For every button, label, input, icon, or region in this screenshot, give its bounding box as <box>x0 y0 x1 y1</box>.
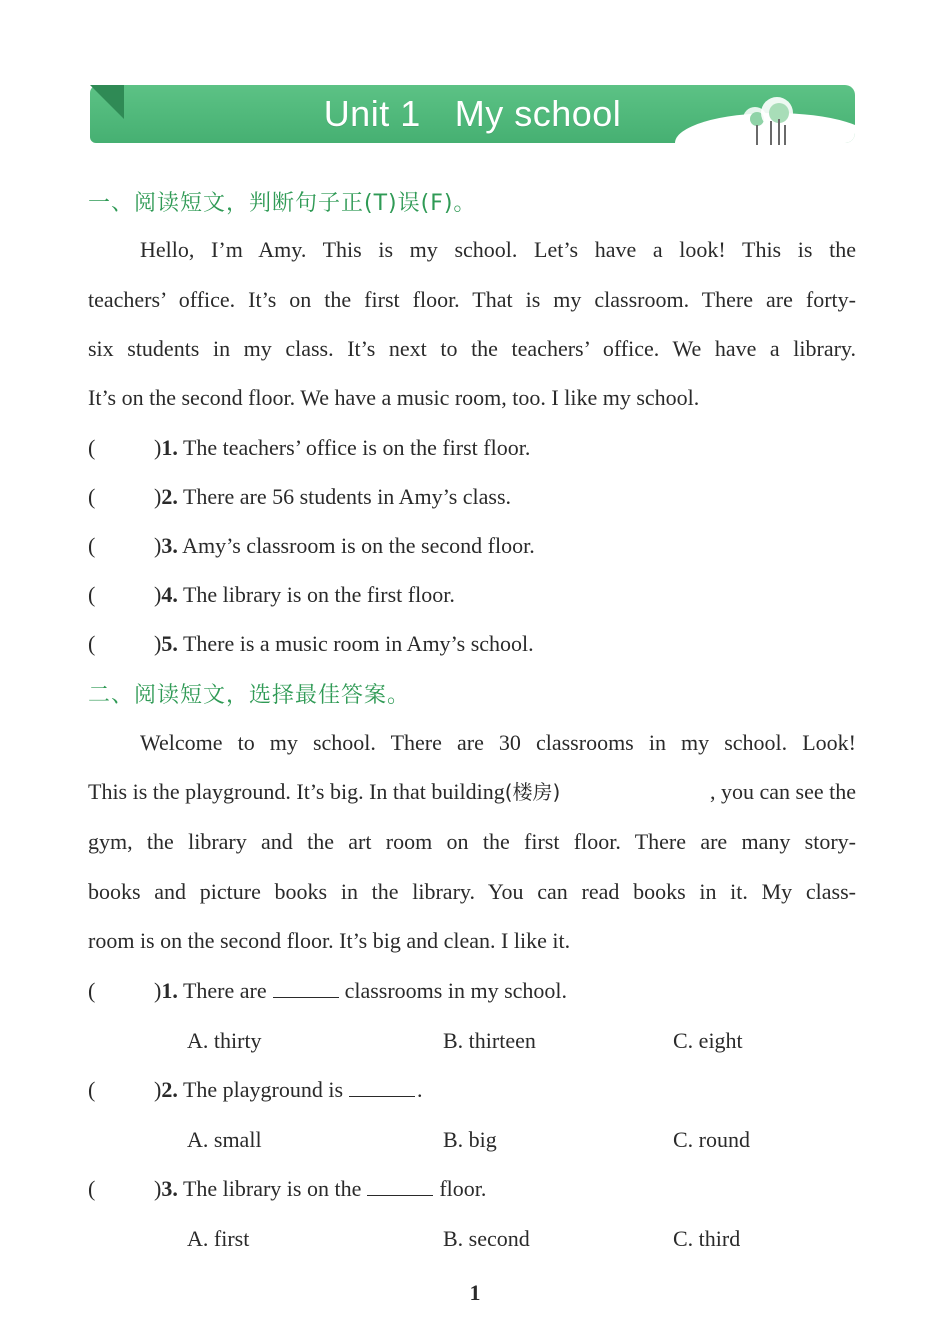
section2-passage-line: room is on the second floor. It’s big and clean. I like it. <box>88 928 571 953</box>
fill-blank <box>273 979 339 998</box>
mc-question: ( )3. The library is on the floor. <box>88 1176 487 1201</box>
option-b[interactable]: B. big <box>443 1127 497 1152</box>
section1-passage-line: It’s on the second floor. We have a music room, too. I like my school. <box>88 385 700 410</box>
option-c[interactable]: C. eight <box>673 1028 743 1053</box>
answer-blank[interactable]: ( <box>88 631 96 656</box>
section2-heading: 二、阅读短文，选择最佳答案。 <box>88 683 411 708</box>
section1-heading: 一、阅读短文，判断句子正(T)误(F)。 <box>88 191 477 216</box>
option-a[interactable]: A. thirty <box>187 1028 262 1053</box>
page-number: 1 <box>469 1280 481 1305</box>
section2-passage-line: gym, the library and the art room on the first floor. There are many story- <box>88 829 856 854</box>
answer-blank[interactable]: ( <box>88 582 96 607</box>
banner-fold-corner <box>90 85 124 119</box>
section2-passage-line: Welcome to my school. There are 30 classrooms in my school. Look! <box>140 730 856 755</box>
unit-name: My school <box>454 93 622 134</box>
section2-passage-line: This is the playground. It’s big. In that building(楼房) , you can see the <box>88 779 856 804</box>
option-c[interactable]: C. third <box>673 1226 741 1251</box>
fill-blank <box>367 1177 433 1196</box>
tf-question: ( )5. There is a music room in Amy’s school. <box>88 631 534 656</box>
section1-passage-line: Hello, I’m Amy. This is my school. Let’s have a look! This is the <box>140 237 856 262</box>
tf-question: ( )4. The library is on the first floor. <box>88 582 455 607</box>
tf-question: ( )1. The teachers’ office is on the first floor. <box>88 435 531 460</box>
section2-passage-line: books and picture books in the library. You can read books in it. My class- <box>88 879 856 904</box>
option-b[interactable]: B. thirteen <box>443 1028 536 1053</box>
answer-blank[interactable]: ( <box>88 435 96 460</box>
answer-blank[interactable]: ( <box>88 1176 96 1201</box>
tf-question: ( )3. Amy’s classroom is on the second floor. <box>88 533 535 558</box>
option-b[interactable]: B. second <box>443 1226 530 1251</box>
tf-question: ( )2. There are 56 students in Amy’s class. <box>88 484 512 509</box>
answer-blank[interactable]: ( <box>88 978 96 1003</box>
answer-blank[interactable]: ( <box>88 1077 96 1102</box>
option-c[interactable]: C. round <box>673 1127 750 1152</box>
option-a[interactable]: A. first <box>187 1226 250 1251</box>
option-a[interactable]: A. small <box>187 1127 262 1152</box>
section1-passage-line: teachers’ office. It’s on the first floor. That is my classroom. There are forty- <box>88 287 856 312</box>
answer-blank[interactable]: ( <box>88 533 96 558</box>
section1-passage-line: six students in my class. It’s next to the teachers’ office. We have a library. <box>88 336 856 361</box>
mc-question: ( )1. There are classrooms in my school. <box>88 978 568 1003</box>
trees-icon <box>735 95 805 145</box>
unit-label: Unit 1 <box>323 93 421 134</box>
mc-question: ( )2. The playground is . <box>88 1077 423 1102</box>
answer-blank[interactable]: ( <box>88 484 96 509</box>
fill-blank <box>349 1078 415 1097</box>
